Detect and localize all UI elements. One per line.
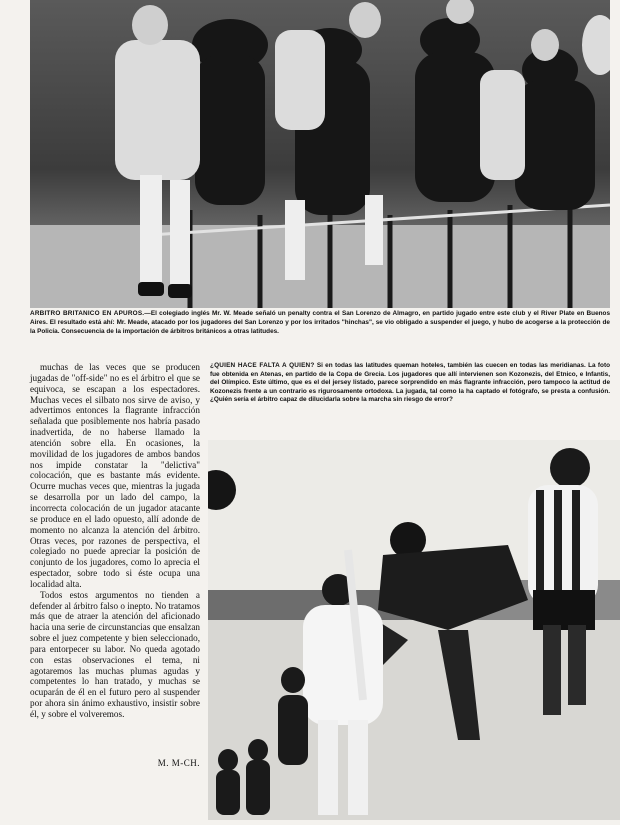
top-photo-illustration <box>30 0 610 308</box>
article-paragraph-2: Todos estos argumentos no tienden a defender al árbitro falso o inepto. No tratamos más que de atraer la atención del aficionado hacia una serie de circunstancias que ensalzan sobre el juez competente y bien seleccionado, para entorpecer su labor. No queda agotado con estas observaciones el tema, ni agotaremos las muchas plumas agudas y competentes lo han tratado, y muchas se ocuparán de él en el futuro pero al suspender por ahora sin ánimo exhaustivo, insistir sobre él, y sobre el volveremos. <box>30 589 200 719</box>
bottom-photo-illustration <box>208 440 620 820</box>
top-caption-head: ARBITRO BRITANICO EN APUROS.— <box>30 310 151 317</box>
top-photo-caption <box>30 310 610 336</box>
article-column <box>30 362 200 720</box>
bottom-caption-head: ¿QUIEN HACE FALTA A QUIEN? <box>210 362 315 369</box>
article-signature: M. M-CH. <box>157 758 200 768</box>
bottom-caption-text: Si en todas las latitudes queman hoteles, también las cuecen en todas las meridianas. La foto fue obtenida en Atenas, en partido de la Copa de Grecia. Los jugadores que allí intervienen son Kozonezis, del Etnico, e Infantis, del Olímpico. Este último, que es el del jersey listado, parece sorprendido en más flagrante infracción, pero tampoco la actitud de Kozonezis frente a un contrario es rigurosamente ortodoxa. La jugada, tal como la ha captado el fotógrafo, se presta a confusión. ¿Quién sería el árbitro capaz de dilucidarla sobre la marcha sin riesgo de error? <box>210 362 610 404</box>
top-caption-text: El colegiado inglés Mr. W. Meade señaló un penalty contra el San Lorenzo de Almagro, en partido jugado entre este club y el River Plate en Buenos Aires. El resultado está ahí: Mr. Meade, atacado por los jugadores del San Lorenzo y por los irritados "hinchas", se vio obligado a suspender el juego, y hubo de acogerse a la protección de la Policía. Consecuencia de la importación de árbitros británicos a otras latitudes. <box>30 310 610 335</box>
bottom-photo-players <box>208 440 620 820</box>
bottom-photo-caption <box>210 362 610 405</box>
top-photo-referee-crowd <box>30 0 610 308</box>
article-paragraph-1: muchas de las veces que se producen jugadas de "off-side" no es el árbitro el que se equivoca, se escapan a los espectadores. Muchas veces el silbato nos sirve de aviso, y advertimos entonces la flagrante infracción señalada que posiblemente nos habría pasado inadvertida, de no haberse llamado la atención sobre ella. En ocasiones, la movilidad de los jugadores de ambos bandos nos impide constatar la "delictiva" colocación, que es bastante más evidente. Ocurre muchas veces que, mientras la jugada se desarrolla por un lado del campo, la incorrecta colocación de un jugador atacante se produce en el lado opuesto, allí adonde de momento no alcanza la atención del árbitro. Otras veces, por razones de perspectiva, el colegiado no puede apreciar la posición de conjunto de los jugadores, como lo aprecia el espectador, sobre todo si éste ocupa una localidad alta. <box>30 362 200 589</box>
